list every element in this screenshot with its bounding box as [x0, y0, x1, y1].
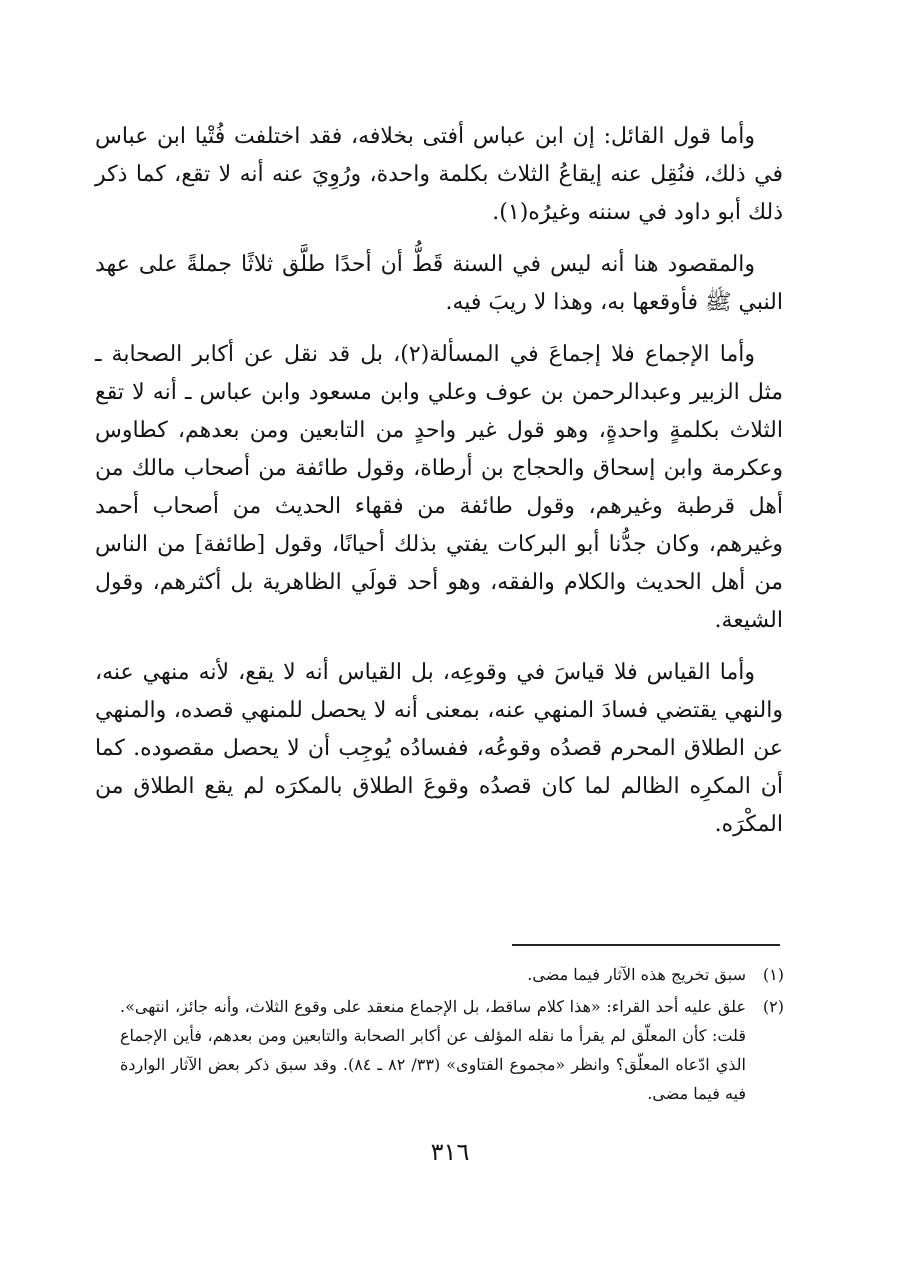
page-number: ٣١٦	[430, 1138, 470, 1166]
paragraph-qiyas: وأما القياس فلا قياسَ في وقوعِه، بل القياس أنه لا يقع، لأنه منهي عنه، والنهي يقتضي فسادَ المنهي عنه، بمعنى أنه لا يحصل للمنهي قصده، والمنهي عن الطلاق المحرم قصدُه وقوعُه، ففسادُه يُوجِب أن لا يحصل مقصوده. كما أن المكرِه الظالم لما كان قصدُه وقوعَ الطلاق بالمكرَه لم يقع الطلاق من المكْرَه.	[95, 660, 783, 837]
footnote-2	[120, 992, 784, 1108]
footnote-number: (٢)	[762, 997, 784, 1016]
paragraph-sunnah: والمقصود هنا أنه ليس في السنة قَطُّ أن أحدًا طلَّق ثلاثًا جملةً على عهد النبي ﷺ فأوقعها به، وهذا لا ريبَ فيه.	[95, 252, 783, 315]
footnote-divider	[512, 944, 780, 946]
paragraph-fatwa-ibn-abbas: وأما قول القائل: إن ابن عباس أفتى بخلافه، فقد اختلفت فُتْيا ابن عباس في ذلك، فنُقِل عنه إيقاعُ الثلاث بكلمة واحدة، ورُوِيَ عنه أنه لا تقع، كما ذكر ذلك أبو داود في سننه وغيرُه(١).	[95, 124, 783, 225]
footnotes	[120, 960, 784, 1111]
footnote-1	[120, 960, 784, 989]
footnote-number: (١)	[762, 965, 784, 984]
footnote-text: سبق تخريج هذه الآثار فيما مضى.	[527, 965, 746, 984]
main-text	[95, 118, 783, 858]
footnote-text: علق عليه أحد القراء: «هذا كلام ساقط، بل الإجماع منعقد على وقوع الثلاث، وأنه جائز، انتهى». قلت: كأن المعلّق لم يقرأ ما نقله المؤلف عن أكابر الصحابة والتابعين ومن بعدهم، فأين الإجماع الذي ادّعاه المعلّق؟ وانظر «مجموع الفتاوى» (٣٣/ ٨٢ ـ ٨٤). وقد سبق ذكر بعض الآثار الواردة فيه فيما مضى.	[120, 997, 747, 1103]
paragraph-ijma: وأما الإجماع فلا إجماعَ في المسألة(٢)، بل قد نقل عن أكابر الصحابة ـ مثل الزبير وعبدالرحمن بن عوف وعلي وابن مسعود وابن عباس ـ أنه لا تقع الثلاث بكلمةٍ واحدةٍ، وهو قول غير واحدٍ من التابعين ومن بعدهم، كطاوس وعكرمة وابن إسحاق والحجاج بن أرطاة، وقول طائفة من أصحاب مالك من أهل قرطبة وغيرهم، وقول طائفة من فقهاء الحديث من أصحاب أحمد وغيرهم، وكان جدُّنا أبو البركات يفتي بذلك أحيانًا، وقول [طائفة] من الناس من أهل الحديث والكلام والفقه، وهو أحد قولَي الظاهرية بل أكثرهم، وقول الشيعة.	[95, 342, 783, 633]
